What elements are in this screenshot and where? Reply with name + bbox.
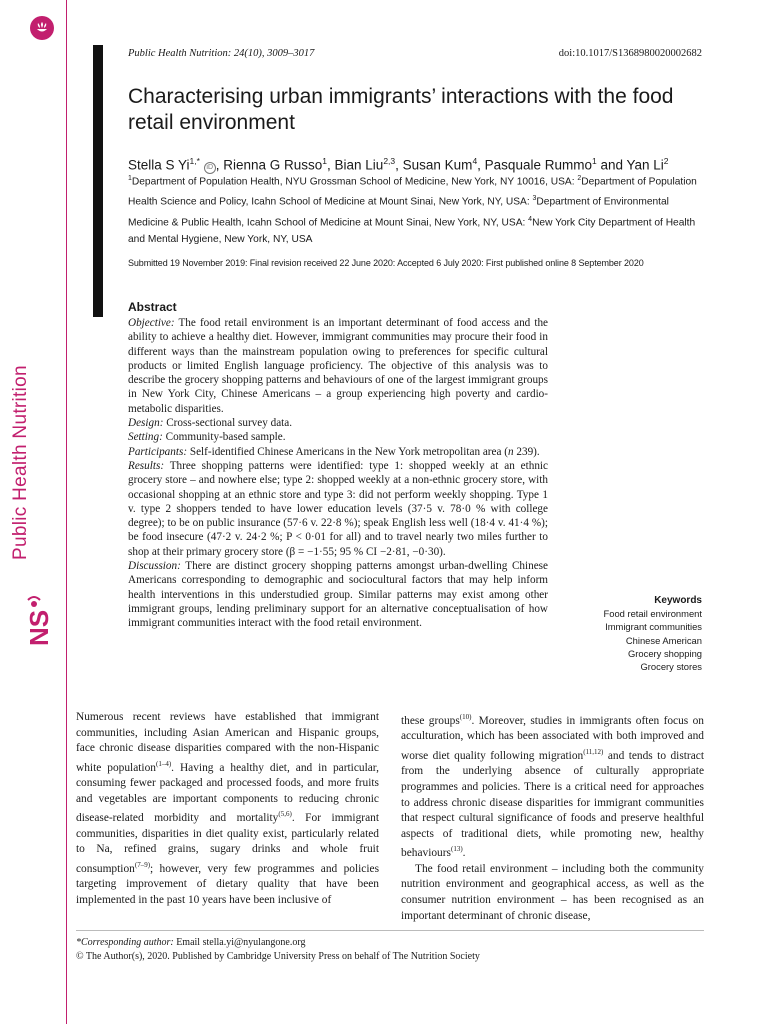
author-affil-sup: 2,3 bbox=[383, 156, 396, 166]
abstract-objective bbox=[128, 316, 548, 416]
keyword-item: Grocery stores bbox=[640, 661, 702, 673]
abstract-participants bbox=[128, 445, 548, 459]
author-affil-sup: 2 bbox=[663, 156, 669, 166]
article-title: Characterising urban immigrants’ interactions with the food retail environment bbox=[128, 85, 674, 134]
keywords-heading: Keywords bbox=[654, 595, 702, 606]
section-text: Cross-sectional survey data. bbox=[163, 417, 293, 430]
abstract-heading: Abstract bbox=[128, 300, 177, 314]
body-text: . Moreover, studies in immigrants often focus on acculturation, which has been associated with both improved and worse diet quality following migration bbox=[401, 714, 704, 762]
abstract-discussion bbox=[128, 559, 548, 630]
section-text: Three shopping patterns were identified: type 1: shopped weekly at an ethnic grocery store – and nowhere else; type 2: shopped weekly at a non-ethnic grocery store, with occasional shopping at an ethnic store and type 3: did not perform weekly shopping. Type 1 v. type 2 shoppers tended to have lower education levels (37·5 v. 78·0 % with college degree); to be on public insurance (57·6 v. 22·8 %); speak English less well (18·4 v. 41·4 %); be food insecure (47·2 v. 24·2 %; P < 0·01 for all) and to travel nearly two miles further to shop at their primary grocery store (β = −1·55; 95 % CI −2·81, −0·30). bbox=[128, 459, 548, 558]
section-text: Community-based sample. bbox=[162, 431, 286, 444]
affil-sup: 2 bbox=[577, 175, 582, 182]
journal-citation: Public Health Nutrition: 24(10), 3009–3017 bbox=[128, 48, 315, 59]
corresponding-email[interactable]: Email stella.yi@nyulangone.org bbox=[173, 937, 306, 948]
author-name: , Rienna G Russo bbox=[215, 157, 323, 173]
section-label: Results: bbox=[128, 459, 165, 472]
body-column-right bbox=[401, 710, 704, 924]
keyword-item: Immigrant communities bbox=[605, 621, 702, 633]
corresponding-label: *Corresponding author: bbox=[76, 937, 174, 948]
body-text: Numerous recent reviews have established that immigrant communities, including Asian American and Hispanic groups, face chronic disease disparities compared with the non-Hispanic white population bbox=[76, 711, 379, 774]
keyword-item: Food retail environment bbox=[603, 608, 702, 620]
author-affil-sup: 1 bbox=[322, 156, 328, 166]
section-label: Participants: bbox=[128, 445, 188, 458]
abstract-setting bbox=[128, 430, 548, 444]
body-text: ; however, very few programmes and policies targeting improvement of dietary quality that have been implemented in the past 10 years have been inclusive of bbox=[76, 862, 379, 906]
running-head bbox=[128, 48, 702, 62]
citation-ref[interactable]: (11,12) bbox=[583, 747, 604, 756]
author-name: , Susan Kum bbox=[395, 157, 473, 173]
section-label: Setting: bbox=[128, 431, 163, 444]
body-text: and tends to distract from the underlying absence of culturally appropriate programmes and policies. There is a critical need for approaches to address chronic disease disparities for immigrant communities that respect cultural significance of foods and preserve healthful aspects of traditional diets, while promoting new, healthy behaviours bbox=[401, 749, 704, 860]
keyword-item: Chinese American bbox=[625, 634, 702, 646]
author-name: , Pasquale Rummo bbox=[477, 157, 592, 173]
ns-logo-icon bbox=[14, 596, 54, 656]
body-text: . bbox=[462, 847, 466, 860]
doi-link[interactable]: doi:10.1017/S1368980020002682 bbox=[558, 48, 702, 59]
section-label: Design: bbox=[128, 417, 164, 430]
abstract-body bbox=[128, 316, 548, 631]
body-text: . Having a healthy diet, and in particular, consuming fewer packaged and processed foods, and more fruits and vegetables are important components to reducing chronic disease-related morbidity and mortality bbox=[76, 761, 379, 825]
affil-sup: 1 bbox=[128, 175, 132, 182]
footnotes bbox=[76, 936, 704, 963]
svg-text:NS: NS bbox=[24, 609, 54, 646]
body-paragraph bbox=[401, 710, 704, 862]
affil-sup: 3 bbox=[532, 195, 537, 203]
keywords-box bbox=[560, 594, 702, 673]
title-bar bbox=[93, 45, 103, 317]
affiliations bbox=[128, 170, 704, 248]
keyword-item: Grocery shopping bbox=[628, 647, 702, 659]
citation-ref[interactable]: (13) bbox=[450, 845, 463, 854]
citation-ref[interactable]: (7–9) bbox=[134, 860, 151, 869]
body-column-left bbox=[76, 710, 379, 909]
corresponding-star: * bbox=[196, 156, 200, 166]
body-paragraph bbox=[76, 710, 379, 909]
affiliation-text: New York City Department of Health and Mental Hygiene, New York, NY, USA bbox=[128, 217, 696, 246]
citation-ref[interactable]: (5,6) bbox=[278, 810, 292, 819]
author-affil-sup: 1, bbox=[189, 156, 197, 166]
citation-ref[interactable]: (10) bbox=[459, 713, 472, 721]
citation-ref[interactable]: (1–4) bbox=[155, 759, 172, 768]
section-label: Objective: bbox=[128, 317, 175, 329]
copyright-line: © The Author(s), 2020. Published by Cambridge University Press on behalf of The Nutrition Society bbox=[76, 950, 480, 962]
author-affil-sup: 4 bbox=[472, 156, 478, 166]
affiliation-text: Department of Environmental Medicine & Public Health, Icahn School of Medicine at Mount Sinai, New York, NY, USA: bbox=[128, 196, 669, 229]
abstract-design bbox=[128, 416, 548, 430]
journal-name-vertical: Public Health Nutrition bbox=[10, 365, 31, 560]
affil-sup: 4 bbox=[528, 215, 533, 223]
author-name: and Yan Li bbox=[596, 157, 664, 173]
section-text: There are distinct grocery shopping patterns amongst urban-dwelling Chinese Americans corresponding to demographic and sociocultural factors that may help inform health interventions in this understudied group. Similar patterns may exist among other immigrant groups, lending preliminary support for an alternative conceptualisation of how immigrant communities interact with the food retail environment. bbox=[128, 560, 548, 630]
submission-dates: Submitted 19 November 2019: Final revision received 22 June 2020: Accepted 6 July 2020: First published online 8 September 2020 bbox=[128, 258, 644, 268]
section-label: Discussion: bbox=[128, 560, 181, 573]
footnote-rule bbox=[76, 930, 704, 931]
corresponding-author bbox=[76, 936, 704, 950]
affiliation-text: Department of Population Health, NYU Grossman School of Medicine, New York, NY 10016, USA: bbox=[131, 176, 578, 188]
margin-rule bbox=[66, 0, 67, 1024]
body-paragraph: The food retail environment – including both the community nutrition environment and geographical access, as well as the consumer nutrition environment – has been recognised as an important determinant of chronic disease, bbox=[401, 862, 704, 922]
sample-size-symbol: n bbox=[507, 445, 514, 458]
orcid-icon[interactable]: iD bbox=[204, 162, 216, 174]
author-name: Stella S Yi bbox=[128, 157, 190, 173]
author-affil-sup: 1 bbox=[591, 156, 597, 166]
leaf-bowl-icon bbox=[30, 16, 54, 40]
affiliation-text: Department of Population Health Science and Policy, Icahn School of Medicine at Mount Sinai, New York, NY, USA: bbox=[128, 176, 697, 208]
section-text: Self-identified Chinese Americans in the New York metropolitan area ( bbox=[187, 445, 508, 458]
section-text: 239). bbox=[513, 445, 540, 458]
body-text: these groups bbox=[401, 714, 460, 727]
body-text: . For immigrant communities, disparities in diet quality exist, particularly related to Na, refined grains, sugary drinks and whole fruit consumption bbox=[76, 812, 379, 875]
section-text: The food retail environment is an important determinant of food access and the ability to achieve a healthy diet. However, immigrant communities may procure their food in different ways than the mainstream population owing to preferences for specific cultural products or limited English language proficiency. The objective of this analysis was to describe the grocery shopping patterns and behaviours of one of the largest immigrant groups in New York City, Chinese Americans – a group experiencing high poverty and cardio-metabolic disparities. bbox=[128, 317, 548, 415]
author-name: , Bian Liu bbox=[327, 157, 384, 173]
abstract-results bbox=[128, 459, 548, 559]
